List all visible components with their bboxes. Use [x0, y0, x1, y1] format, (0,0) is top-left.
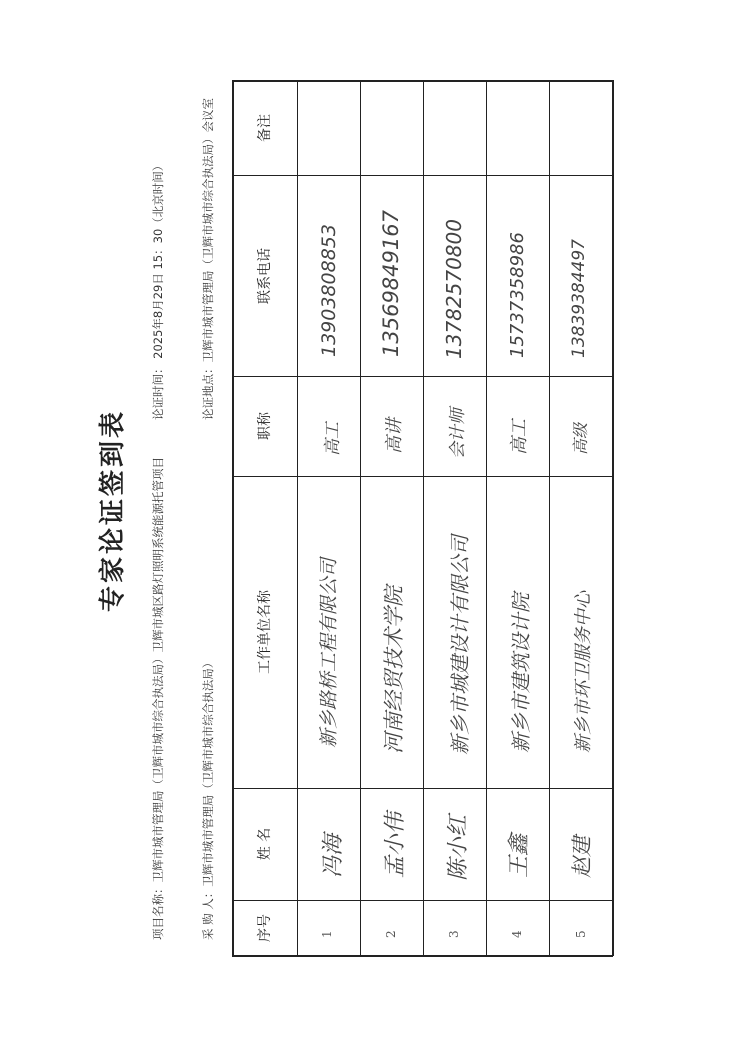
review-time-line: 论证时间： 2025年8月29日 15：30（北京时间）	[151, 159, 165, 420]
row-divider	[486, 80, 487, 956]
header-no: 序号	[257, 914, 273, 942]
row4-phone: 15737358986	[507, 232, 528, 358]
row2-title: 高讲	[384, 418, 405, 454]
row4-title: 高工	[509, 419, 530, 455]
header-phone: 联系电话	[257, 248, 273, 304]
row2-phone: 13569849167	[379, 210, 403, 357]
header-title: 职称	[257, 412, 273, 440]
table-border-right	[612, 80, 614, 956]
column-divider	[232, 376, 613, 377]
column-divider	[232, 900, 613, 901]
row3-phone: 13782570800	[442, 219, 466, 359]
row4-name: 王鑫	[507, 833, 532, 878]
header-note: 备注	[257, 114, 273, 142]
row4-no: 4	[510, 930, 524, 938]
row5-no: 5	[574, 930, 588, 938]
row-divider	[360, 80, 361, 956]
row3-name: 陈小红	[446, 814, 471, 881]
buyer-line: 采 购 人：卫辉市城市管理局（卫辉市城市综合执法局）	[201, 656, 215, 940]
header-name: 姓 名	[257, 827, 273, 861]
column-divider	[232, 788, 613, 789]
row-divider	[549, 80, 550, 956]
row1-phone: 13903808853	[318, 224, 340, 357]
row1-no: 1	[320, 930, 334, 938]
row5-unit: 新乡市环卫服务中心	[573, 591, 594, 753]
row2-no: 2	[384, 930, 398, 938]
row2-unit: 河南经贸技术学院	[382, 586, 406, 754]
row-divider	[423, 80, 424, 956]
page-title: 专家论证签到表	[98, 408, 128, 612]
review-place-line: 论证地点：卫辉市城市管理局（卫辉市城市综合执法局）会议室	[201, 98, 215, 420]
sign-in-table	[232, 80, 613, 956]
table-border-left	[232, 80, 234, 956]
header-unit: 工作单位名称	[257, 590, 273, 674]
row5-phone: 13839384497	[569, 239, 589, 358]
project-name-line: 项目名称：卫辉市城市管理局（卫辉市城市综合执法局）卫辉市城区路灯照明系统能源托管项目	[151, 457, 165, 940]
row3-unit: 新乡市城建设计有限公司	[448, 535, 472, 755]
row-divider	[297, 80, 298, 956]
row5-title: 高级	[571, 422, 590, 455]
column-divider	[232, 476, 613, 477]
row4-unit: 新乡市建筑设计院	[509, 593, 533, 753]
row3-no: 3	[447, 930, 461, 938]
row5-name: 赵建	[570, 836, 594, 878]
row1-unit: 新乡路桥工程有限公司	[318, 557, 340, 748]
column-divider	[232, 175, 613, 176]
row1-title: 高工	[323, 422, 343, 456]
row1-name: 冯海	[321, 833, 346, 878]
row3-title: 会计师	[448, 408, 468, 459]
row2-name: 孟小伟	[383, 811, 408, 878]
